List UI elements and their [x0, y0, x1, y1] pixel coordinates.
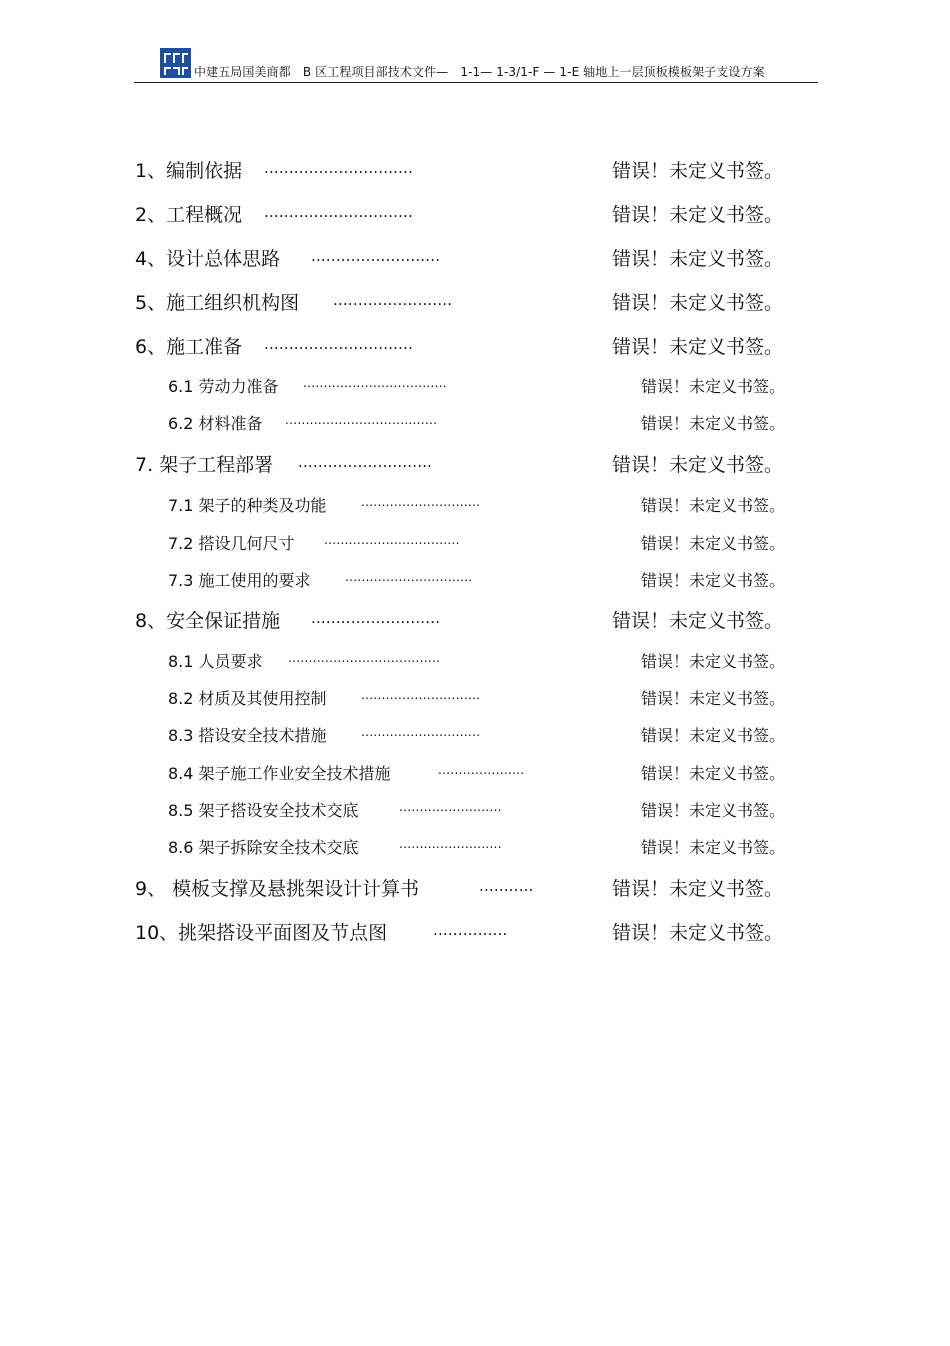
toc-entry-label: 9、 模板支撑及悬挑架设计计算书: [135, 878, 420, 900]
toc-leader-dots: ..........................: [311, 609, 441, 627]
toc-leader-dots: .............................: [361, 688, 481, 702]
toc-entry-page: 错误！未定义书签。: [612, 610, 784, 632]
toc-entry-label: 5、施工组织机构图: [135, 292, 300, 314]
toc-entry-label: 6、施工准备: [135, 336, 243, 358]
toc-entry-page: 错误！未定义书签。: [612, 922, 784, 944]
toc-entry-label: 1、编制依据: [135, 160, 243, 182]
toc-leader-dots: ...................................: [303, 376, 448, 390]
toc-leader-dots: .............................: [361, 495, 481, 509]
toc-entry-page: 错误！未定义书签。: [641, 838, 786, 857]
toc-entry-page: 错误！未定义书签。: [641, 534, 786, 553]
toc-leader-dots: ..............................: [264, 335, 414, 353]
toc-leader-dots: ...........................: [298, 453, 433, 471]
toc-leader-dots: ..............................: [264, 159, 414, 177]
toc-entry-label: 8.4 架子施工作业安全技术措施: [168, 764, 391, 783]
toc-leader-dots: .........................: [399, 800, 502, 814]
toc-entry-label: 8.1 人员要求: [168, 652, 263, 671]
toc-leader-dots: .................................: [324, 533, 460, 547]
toc-entry-label: 8、安全保证措施: [135, 610, 281, 632]
toc-entry-page: 错误！未定义书签。: [641, 377, 786, 396]
toc-entry-page: 错误！未定义书签。: [612, 292, 784, 314]
toc-entry-label: 7.1 架子的种类及功能: [168, 496, 327, 515]
toc-entry-label: 7.2 搭设几何尺寸: [168, 534, 295, 553]
toc-leader-dots: .....................................: [288, 651, 441, 665]
toc-entry-label: 7.3 施工使用的要求: [168, 571, 311, 590]
toc-entry-label: 7. 架子工程部署: [135, 454, 274, 476]
toc-entry-page: 错误！未定义书签。: [612, 204, 784, 226]
toc-entry-label: 8.5 架子搭设安全技术交底: [168, 801, 359, 820]
header-title: 中建五局国美商都 B 区工程项目部技术文件— 1-1— 1-3/1-F — 1-E 轴地上一层顶板模板架子支设方案: [194, 65, 765, 79]
toc-entry-label: 8.6 架子拆除安全技术交底: [168, 838, 359, 857]
toc-entry-page: 错误！未定义书签。: [641, 726, 786, 745]
toc-entry-page: 错误！未定义书签。: [612, 336, 784, 358]
toc-entry-label: 6.2 材料准备: [168, 414, 263, 433]
toc-entry-page: 错误！未定义书签。: [641, 652, 786, 671]
toc-leader-dots: .............................: [361, 725, 481, 739]
toc-entry-page: 错误！未定义书签。: [641, 414, 786, 433]
toc-entry-label: 8.3 搭设安全技术措施: [168, 726, 327, 745]
toc-entry-page: 错误！未定义书签。: [612, 160, 784, 182]
toc-entry-page: 错误！未定义书签。: [641, 689, 786, 708]
toc-entry-label: 6.1 劳动力准备: [168, 377, 279, 396]
toc-entry-page: 错误！未定义书签。: [641, 801, 786, 820]
toc-leader-dots: .....................: [438, 763, 525, 777]
toc-leader-dots: ........................: [333, 291, 453, 309]
toc-entry-page: 错误！未定义书签。: [641, 496, 786, 515]
toc-entry-page: 错误！未定义书签。: [612, 454, 784, 476]
toc-leader-dots: .....................................: [285, 413, 438, 427]
toc-leader-dots: ..............................: [264, 203, 414, 221]
toc-leader-dots: ...............................: [345, 570, 473, 584]
toc-entry-label: 8.2 材质及其使用控制: [168, 689, 327, 708]
toc-leader-dots: ...............: [433, 921, 508, 939]
toc-leader-dots: ..........................: [311, 247, 441, 265]
toc-leader-dots: ...........: [479, 877, 534, 895]
toc-entry-label: 2、工程概况: [135, 204, 243, 226]
toc-entry-page: 错误！未定义书签。: [641, 571, 786, 590]
toc-entry-page: 错误！未定义书签。: [612, 248, 784, 270]
toc-entry-page: 错误！未定义书签。: [641, 764, 786, 783]
toc-entry-page: 错误！未定义书签。: [612, 878, 784, 900]
toc-entry-label: 4、设计总体思路: [135, 248, 281, 270]
toc-entry-label: 10、挑架搭设平面图及节点图: [135, 922, 388, 944]
toc-leader-dots: .........................: [399, 837, 502, 851]
